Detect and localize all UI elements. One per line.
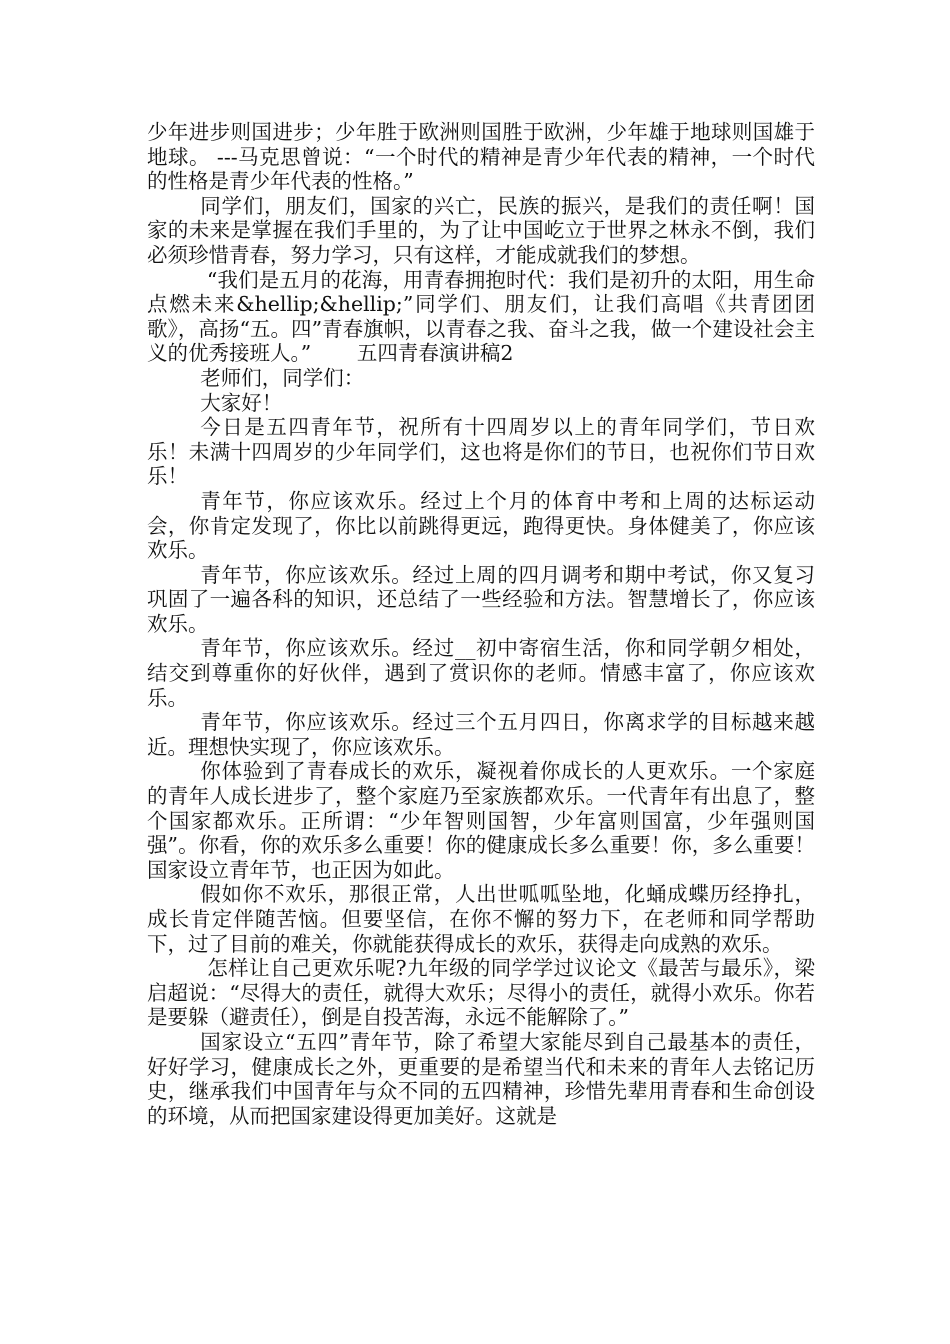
paragraph-11: 你体验到了青春成长的欢乐，凝视着你成长的人更欢乐。一个家庭的青年人成长进步了，整个家庭乃至家族都欢乐。一代青年有出息了，整个国家都欢乐。正所谓：“少年智则国智，少年富则国富，少年强则国强”。你看，你的欢乐多么重要！你的健康成长多么重要！你，多么重要！国家设立青年节，也正因为如此。 <box>147 759 815 882</box>
paragraph-10: 青年节，你应该欢乐。经过三个五月四日，你离求学的目标越来越近。理想快实现了，你应该欢乐。 <box>147 710 815 759</box>
paragraph-9: 青年节，你应该欢乐。经过__初中寄宿生活，你和同学朝夕相处，结交到尊重你的好伙伴，遇到了赏识你的老师。情感丰富了，你应该欢乐。 <box>147 636 815 710</box>
document-page <box>147 120 815 1128</box>
paragraph-6: 今日是五四青年节，祝所有十四周岁以上的青年同学们，节日欢乐！未满十四周岁的少年同学们，这也将是你们的节日，也祝你们节日欢乐！ <box>147 415 815 489</box>
paragraph-1: 少年进步则国进步；少年胜于欧洲则国胜于欧洲，少年雄于地球则国雄于地球。 ---马克思曾说：“一个时代的精神是青少年代表的精神，一个时代的性格是青少年代表的性格。” <box>147 120 815 194</box>
paragraph-14: 国家设立“五四”青年节，除了希望大家能尽到自己最基本的责任，好好学习，健康成长之外，更重要的是希望当代和未来的青年人去铭记历史，继承我们中国青年与众不同的五四精神，珍惜先辈用青春和生命创设的环境，从而把国家建设得更加美好。这就是 <box>147 1029 815 1128</box>
paragraph-5: 大家好！ <box>200 390 283 415</box>
paragraph-3: “我们是五月的花海，用青春拥抱时代：我们是初升的太阳，用生命点燃未来&hellip;&hellip;”同学们、朋友们，让我们高唱《共青团团歌》，高扬“五。四”青春旗帜，以青春之我、奋斗之我，做一个建设社会主义的优秀接班人。” 五四青春演讲稿2 <box>147 267 815 366</box>
paragraph-7: 青年节，你应该欢乐。经过上个月的体育中考和上周的达标运动会，你肯定发现了，你比以前跳得更远，跑得更快。身体健美了，你应该欢乐。 <box>147 488 815 563</box>
paragraph-4: 老师们，同学们： <box>200 365 365 390</box>
paragraph-12: 假如你不欢乐，那很正常，人出世呱呱坠地，化蛹成蝶历经挣扎，成长肯定伴随苦恼。但要坚信，在你不懈的努力下，在老师和同学帮助下，过了目前的难关，你就能获得成长的欢乐，获得走向成熟的欢乐。 <box>147 882 815 956</box>
paragraph-8: 青年节，你应该欢乐。经过上周的四月调考和期中考试，你又复习巩固了一遍各科的知识，还总结了一些经验和方法。智慧增长了，你应该欢乐。 <box>147 562 815 636</box>
paragraph-2: 同学们，朋友们，国家的兴亡，民族的振兴，是我们的责任啊！国家的未来是掌握在我们手里的，为了让中国屹立于世界之林永不倒，我们必须珍惜青春，努力学习，只有这样，才能成就我们的梦想。 <box>147 193 815 267</box>
paragraph-13: 怎样让自己更欢乐呢?九年级的同学学过议论文《最苦与最乐》，梁启超说：“尽得大的责任，就得大欢乐；尽得小的责任，就得小欢乐。你若是要躲（避责任），倒是自投苦海，永远不能解除了。” <box>147 956 815 1030</box>
